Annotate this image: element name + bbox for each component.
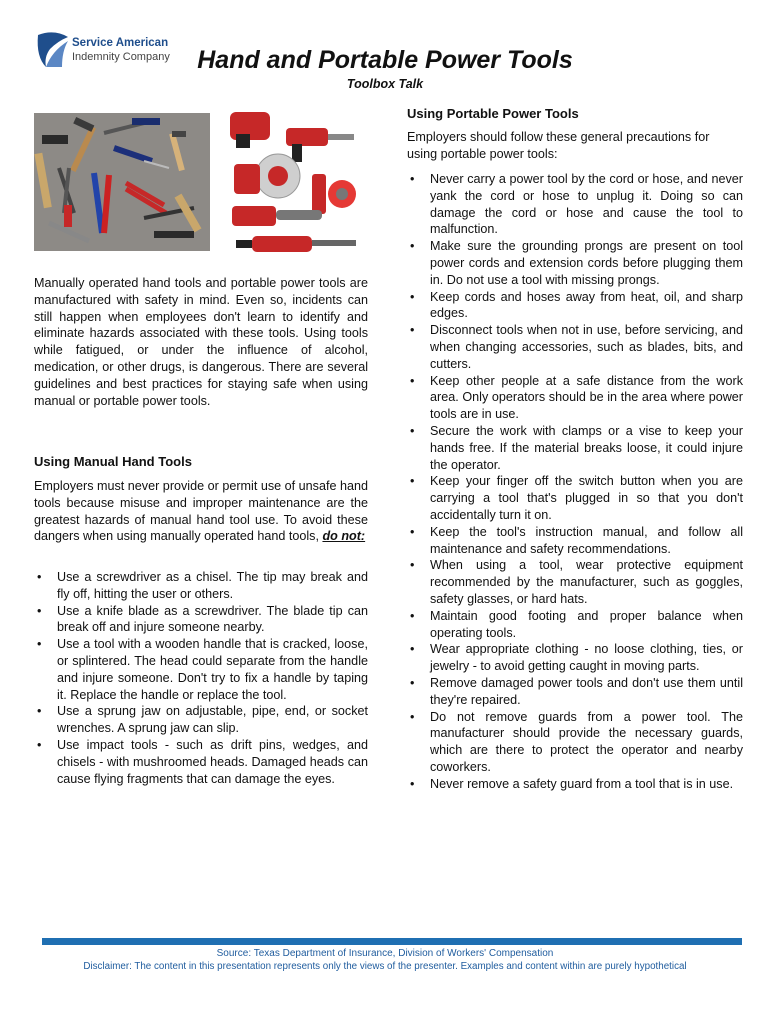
list-item: • Use a sprung jaw on adjustable, pipe, end, or socket wrenches. A sprung jaw can slip. <box>34 703 368 737</box>
list-item: • Secure the work with clamps or a vise to keep your hands free. If the material breaks loose, it could injure the operator. <box>407 423 743 473</box>
list-item: • Use a tool with a wooden handle that is cracked, loose, or splintered. The head could separate from the handle and injure someone. Don't try to fix a handle by taping it. Replace the handle or replace the tool. <box>34 636 368 703</box>
power-tools-intro: Employers should follow these general precautions for using portable power tools: <box>407 130 710 161</box>
page-title: Hand and Portable Power Tools <box>197 46 573 74</box>
list-item: • Keep other people at a safe distance from the work area. Only operators should be in the area where power tools are in use. <box>407 373 743 423</box>
list-item: • Use impact tools - such as drift pins, wedges, and chisels - with mushroomed heads. Damaged heads can cause flying fragments that can damage the eyes. <box>34 737 368 787</box>
company-name-line1: Service American <box>72 37 169 49</box>
list-item: • Maintain good footing and proper balance when operating tools. <box>407 608 743 642</box>
page-subtitle: Toolbox Talk <box>346 77 424 91</box>
power-tools-heading: Using Portable Power Tools <box>407 106 579 121</box>
footer-disclaimer: Disclaimer: The content in this presentation represents only the views of the presenter. Examples and content within are purely hypothetical <box>83 961 687 972</box>
manual-tools-list <box>34 569 368 787</box>
list-item: • Use a knife blade as a screwdriver. The blade tip can break off and injure someone nearby. <box>34 603 368 637</box>
list-item: • Use a screwdriver as a chisel. The tip may break and fly off, hitting the user or others. <box>34 569 368 603</box>
footer-source: Source: Texas Department of Insurance, Division of Workers' Compensation <box>216 948 554 959</box>
list-item: • Make sure the grounding prongs are present on tool power cords and extension cords before plugging them in. Do not use a tool with missing prongs. <box>407 238 743 288</box>
manual-tools-text: Employers must never provide or permit use of unsafe hand tools because misuse and improper maintenance are the greatest hazards of manual hand tool use. To avoid these dangers when using manually operated hand tools, <box>34 479 368 544</box>
list-item: • Never remove a safety guard from a tool that is in use. <box>407 776 743 793</box>
hand-tools-photo <box>34 113 210 251</box>
list-item: • Wear appropriate clothing - no loose clothing, ties, or jewelry - to avoid getting caught in moving parts. <box>407 641 743 675</box>
manual-tools-paragraph <box>34 478 368 545</box>
footer-divider <box>42 938 742 945</box>
list-item: • Disconnect tools when not in use, before servicing, and when changing accessories, such as blades, bits, and cutters. <box>407 322 743 372</box>
list-item: • Do not remove guards from a power tool. The manufacturer should provide the necessary guards, which are there to protect the operator and nearby coworkers. <box>407 709 743 776</box>
list-item: • Keep your finger off the switch button when you are carrying a tool that's plugged in so that you don't accidentally turn it on. <box>407 473 743 523</box>
list-item: • Keep cords and hoses away from heat, oil, and sharp edges. <box>407 289 743 323</box>
list-item: • Never carry a power tool by the cord or hose, and never yank the cord or hose to unplug it. Doing so can damage the cord or hose and cause the tool to malfunction. <box>407 171 743 238</box>
power-tools-photo <box>222 106 364 268</box>
list-item: • Keep the tool's instruction manual, and follow all maintenance and safety recommendations. <box>407 524 743 558</box>
list-item: • When using a tool, wear protective equipment recommended by the manufacturer, such as goggles, safety glasses, or hard hats. <box>407 557 743 607</box>
manual-tools-heading: Using Manual Hand Tools <box>34 454 192 469</box>
intro-paragraph: Manually operated hand tools and portable power tools are manufactured with safety in mind. Even so, incidents can still happen when employees don't learn to identify and eliminate hazards associated with these tools. Using tools while fatigued, or under the influence of alcohol, medication, or other drugs, is dangerous. There are several guidelines and best practices for staying safe when using manual or portable power tools. <box>34 276 368 408</box>
company-name-line2: Indemnity Company <box>72 51 170 63</box>
list-item: • Remove damaged power tools and don't use them until they're repaired. <box>407 675 743 709</box>
do-not-emphasis: do not: <box>322 529 366 544</box>
power-tools-list <box>407 171 743 792</box>
